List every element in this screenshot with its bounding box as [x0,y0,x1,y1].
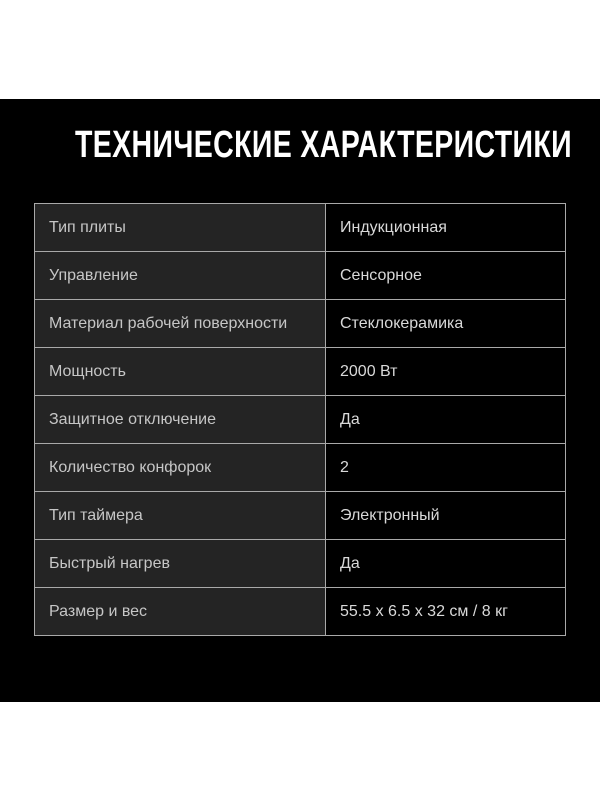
spec-row [35,300,566,348]
spec-label: Тип таймера [35,492,326,540]
spec-label: Управление [35,252,326,300]
spec-row [35,348,566,396]
spec-row [35,540,566,588]
specs-table [34,203,566,636]
spec-row [35,252,566,300]
spec-label: Количество конфорок [35,444,326,492]
specs-title: ТЕХНИЧЕСКИЕ ХАРАКТЕРИСТИКИ [75,124,573,166]
specs-table-body [35,204,566,636]
spec-value: Электронный [326,492,566,540]
spec-value: 2 [326,444,566,492]
spec-value: Стеклокерамика [326,300,566,348]
spec-row [35,204,566,252]
spec-value: Сенсорное [326,252,566,300]
spec-value: 2000 Вт [326,348,566,396]
spec-value: Да [326,540,566,588]
spec-value: Индукционная [326,204,566,252]
spec-row [35,444,566,492]
spec-label: Мощность [35,348,326,396]
spec-value: Да [326,396,566,444]
spec-label: Быстрый нагрев [35,540,326,588]
spec-row [35,492,566,540]
specs-panel [0,99,600,702]
spec-value: 55.5 x 6.5 x 32 см / 8 кг [326,588,566,636]
spec-label: Размер и вес [35,588,326,636]
spec-label: Материал рабочей поверхности [35,300,326,348]
spec-row [35,396,566,444]
spec-row [35,588,566,636]
spec-label: Тип плиты [35,204,326,252]
spec-label: Защитное отключение [35,396,326,444]
